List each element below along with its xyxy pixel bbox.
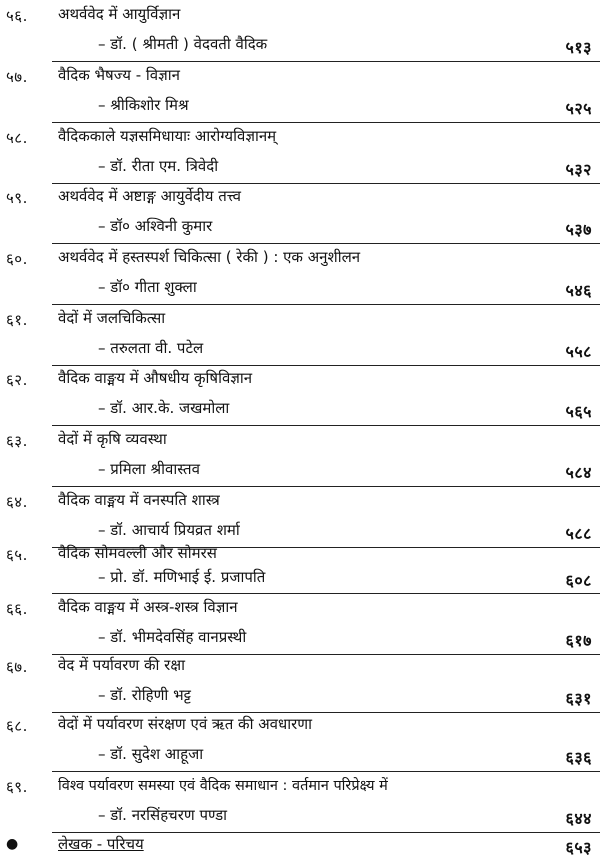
entry-page-number: ५३२ (565, 160, 592, 179)
entry-divider (52, 593, 600, 594)
entry-title: विश्व पर्यावरण समस्या एवं वैदिक समाधान : वर्तमान परिप्रेक्ष्य में (58, 778, 388, 794)
entry-author: – प्रमिला श्रीवास्तव (98, 460, 200, 478)
entry-number: ६५. (6, 546, 28, 564)
entry-number: ६६. (6, 600, 28, 618)
entry-title: लेखक - परिचय (58, 835, 144, 853)
entry-author: – डॉ. रोहिणी भट्ट (98, 686, 191, 704)
entry-page-number: ६५३ (565, 838, 592, 857)
toc-entry (0, 65, 600, 125)
toc-entry (0, 775, 600, 835)
entry-divider (52, 122, 600, 123)
entry-title: वेदों में कृषि व्यवस्था (58, 430, 167, 448)
entry-author: – तरुलता वी. पटेल (98, 339, 204, 357)
entry-author: – डॉ. नरसिंहचरण पण्डा (98, 806, 227, 824)
entry-title: वैदिक भैषज्य - विज्ञान (58, 66, 180, 84)
entry-title: अथर्ववेद में हस्तस्पर्श चिकित्सा ( रेकी ) : एक अनुशीलन (58, 248, 361, 266)
entry-divider (52, 712, 600, 713)
entry-page-number: ६१७ (565, 631, 592, 650)
entry-number: ५७. (6, 68, 28, 86)
entry-author: – डॉ. रीता एम. त्रिवेदी (98, 157, 219, 175)
toc-entry (0, 308, 600, 368)
entry-page-number: ६०८ (565, 571, 592, 590)
entry-title: अथर्ववेद में अष्टाङ्ग आयुर्वेदीय तत्त्व (58, 187, 241, 205)
entry-author: – डॉ. आचार्य प्रियव्रत शर्मा (98, 521, 240, 539)
entry-author: – डॉ० गीता शुक्ला (98, 278, 197, 296)
entry-number: ६२. (6, 371, 28, 389)
toc-entry (0, 429, 600, 489)
entry-page-number: ६३१ (565, 689, 592, 708)
entry-divider (52, 183, 600, 184)
entry-page-number: ५१३ (565, 38, 592, 57)
toc-entry (0, 597, 600, 657)
entry-page-number: ६३६ (565, 748, 592, 767)
entry-author: – डॉ. ( श्रीमती ) वेदवती वैदिक (98, 35, 268, 53)
entry-divider (52, 832, 600, 833)
entry-number: ६०. (6, 250, 28, 268)
entry-page-number: ५५८ (565, 342, 592, 361)
entry-divider (52, 61, 600, 62)
entry-divider (52, 771, 600, 772)
entry-title: वेदों में जलचिकित्सा (58, 309, 166, 327)
entry-number: ६९. (6, 778, 28, 796)
entry-number: ५८. (6, 129, 28, 147)
entry-number: ६१. (6, 311, 28, 329)
entry-number: ६७. (6, 658, 28, 676)
entry-title: वैदिककाले यज्ञसमिधायाः आरोग्यविज्ञानम् (58, 127, 277, 145)
entry-divider (52, 243, 600, 244)
entry-page-number: ५८८ (565, 524, 592, 543)
entry-page-number: ५८४ (565, 463, 592, 482)
entry-title: अथर्ववेद में आयुर्विज्ञान (58, 5, 181, 23)
entry-number: ५६. (6, 7, 28, 25)
entry-page-number: ५६५ (565, 402, 592, 421)
entry-author: – प्रो. डॉ. मणिभाई ई. प्रजापति (98, 568, 266, 586)
entry-author: – डॉ. सुदेश आहूजा (98, 745, 204, 763)
entry-title: वैदिक वाङ्मय में वनस्पति शास्त्र (58, 491, 220, 509)
toc-entry (0, 543, 600, 603)
entry-number: ६४. (6, 493, 28, 511)
entry-title: वैदिक वाङ्मय में औषधीय कृषिविज्ञान (58, 369, 253, 387)
entry-bullet: ● (6, 836, 19, 852)
toc-entry (0, 490, 600, 550)
entry-divider (52, 304, 600, 305)
entry-title: वेद में पर्यावरण की रक्षा (58, 656, 185, 674)
entry-page-number: ५२५ (565, 99, 592, 118)
entry-page-number: ६४४ (565, 809, 592, 828)
entry-divider (52, 425, 600, 426)
entry-author: – श्रीकिशोर मिश्र (98, 96, 189, 114)
entry-number: ६८. (6, 717, 28, 735)
entry-author: – डॉ. आर.के. जखमोला (98, 399, 230, 417)
toc-entry (0, 714, 600, 774)
toc-entry (0, 247, 600, 307)
entry-author: – डॉ० अश्विनी कुमार (98, 217, 213, 235)
toc-entry (0, 655, 600, 715)
entry-divider (52, 486, 600, 487)
entry-title: वेदों में पर्यावरण संरक्षण एवं ऋत की अवधारणा (58, 715, 312, 733)
entry-title: वैदिक सोमवल्ली और सोमरस (58, 544, 217, 562)
toc-entry (0, 186, 600, 246)
entry-page-number: ५३७ (565, 220, 592, 239)
toc-entry (0, 4, 600, 64)
entry-page-number: ५४६ (565, 281, 592, 300)
entry-title: वैदिक वाङ्मय में अस्त्र-शस्त्र विज्ञान (58, 598, 238, 616)
toc-entry (0, 368, 600, 428)
toc-entry-author-intro (0, 834, 600, 856)
toc-entry (0, 126, 600, 186)
entry-author: – डॉ. भीमदेवसिंह वानप्रस्थी (98, 628, 247, 646)
entry-number: ५९. (6, 189, 28, 207)
entry-divider (52, 365, 600, 366)
entry-number: ६३. (6, 432, 28, 450)
